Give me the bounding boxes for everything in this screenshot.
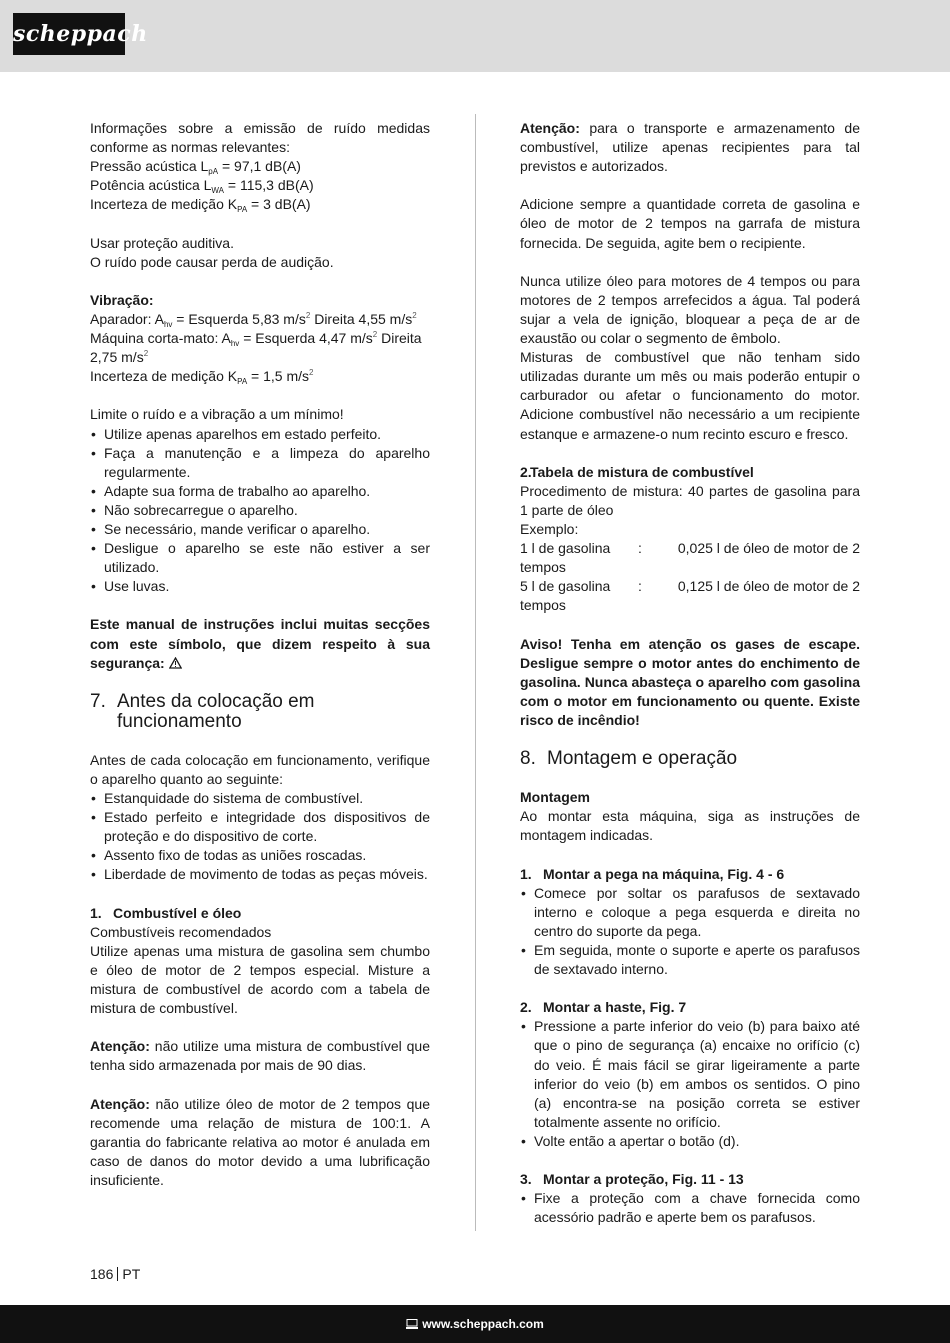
step-2-heading: 2. Montar a haste, Fig. 7 — [520, 999, 687, 1016]
list-item: • Fixe a proteção com a chave fornecida como acessório padrão e aperte bem os parafusos. — [520, 1189, 860, 1227]
list-item: • Volte então a apertar o botão (d). — [520, 1132, 860, 1151]
list-item: • Desligue o aparelho se este não estiver a ser utilizado. — [90, 539, 430, 577]
example-label: Exemplo: — [520, 520, 579, 537]
before-intro: Antes de cada colocação em funcionamento, verifique o aparelho quanto ao seguinte: — [90, 751, 430, 787]
never-oil-text: Nunca utilize óleo para motores de 4 tempos ou para motores de 2 tempos arrefecidos a água. Tal poderá sujar a vela de ignição, bloquear a peça de ar de exaustão ou colar o segmento de êmbolo. — [520, 272, 860, 347]
ear-protection-text: Usar proteção auditiva. — [90, 234, 234, 251]
vibration-line-trimmer: Aparador: $A_{hv}$ = Esquerda 5,83 $m/s^2$ Direita 4,55 $m/s^2$ — [90, 310, 417, 329]
fuel-text: Utilize apenas uma mistura de gasolina sem chumbo e óleo de motor de 2 tempos especial. Misture a mistura de combustível de acordo com a tabela de mistura de combustível. — [90, 942, 430, 1017]
noise-line: Pressão acústica $L_{pA} = 97,1$ dB(A) — [90, 158, 301, 177]
noise-line: Potência acústica $L_{WA} = 115,3$ dB(A) — [90, 177, 314, 196]
noise-warning-text: O ruído pode causar perda de audição. — [90, 253, 334, 270]
before-list — [90, 789, 430, 884]
list-item: • Use luvas. — [90, 577, 430, 596]
vibration-line-brushcutter: Máquina corta-mato: $A_{hv}$ = Esquerda 4,47 $m/s^2$ Direita 2,75 $m/s^2$ — [90, 330, 422, 366]
vibration-heading: Vibração: — [90, 291, 154, 308]
assembly-heading: Montagem — [520, 789, 590, 806]
list-item: • Comece por soltar os parafusos de sextavado interno e coloque a pega esquerda e direita no centro do suporte da pega. — [520, 884, 860, 941]
list-item: • Não sobrecarregue o aparelho. — [90, 501, 430, 520]
column-divider — [475, 114, 476, 1231]
header-bar — [0, 0, 950, 72]
mix-table-row-cont: tempos — [520, 559, 566, 576]
mix-procedure: Procedimento de mistura: 40 partes de gasolina para 1 parte de óleo — [520, 482, 860, 518]
mix-table-row: 5 l de gasolina : 0,125 l de óleo de motor de 2 — [520, 578, 860, 595]
noise-intro: Informações sobre a emissão de ruído medidas conforme as normas relevantes: — [90, 120, 430, 156]
add-fuel-text: Adicione sempre a quantidade correta de gasolina e óleo de motor de 2 tempos na garrafa de mistura fornecida. De seguida, agite bem o recipiente. — [520, 196, 860, 251]
subsection-fuel-heading: 1. Combustível e óleo — [90, 904, 242, 921]
brand-logo: scheppach — [13, 13, 125, 55]
attention-oil-ratio: Atenção: não utilize óleo de motor de 2 tempos que recomende uma relação de mistura de 100:1. A garantia do fabricante relativa ao motor é anulada em caso de danos do motor devido a uma lubrificação insuficiente. — [90, 1095, 430, 1188]
list-item: • Estado perfeito e integridade dos dispositivos de proteção e do dispositivo de corte. — [90, 808, 430, 846]
step-1-list — [520, 884, 860, 979]
list-item: • Faça a manutenção e a limpeza do aparelho regularmente. — [90, 444, 430, 482]
limit-intro: Limite o ruído e a vibração a um mínimo! — [90, 406, 344, 423]
step-1-heading: 1. Montar a pega na máquina, Fig. 4 - 6 — [520, 865, 785, 882]
list-item: • Pressione a parte inferior do veio (b) para baixo até que o pino de segurança (a) encaixe no orifício (c) do veio. É mais fácil se girar ligeiramente a parte inferior do veio (b) em ambos os sentidos. O pino (a) encontra-se na posição correta se estiver totalmente assente no orifício. — [520, 1017, 860, 1132]
section-7-heading: 7. Antes da colocação em funcionamento — [90, 690, 315, 732]
list-item: • Utilize apenas aparelhos em estado perfeito. — [90, 425, 430, 444]
warning-triangle-icon — [169, 657, 182, 669]
left-column — [90, 119, 430, 1190]
mixtures-text: Misturas de combustível que não tenham sido utilizadas durante um mês ou mais poderão entupir o carburador ou afetar o funcionamento do motor. Adicione combustível não necessário a um recipiente estanque e armazene-o num recinto escuro e fresco. — [520, 349, 860, 442]
list-item: • Assento fixo de todas as uniões roscadas. — [90, 846, 430, 865]
list-item: • Em seguida, monte o suporte e aperte os parafusos de sextavado interno. — [520, 941, 860, 979]
fuel-recommended: Combustíveis recomendados — [90, 923, 272, 940]
vibration-line-uncertainty: Incerteza de medição $K_{PA} = 1,5$ $m/s^2$ — [90, 368, 314, 387]
page-number: 186 PT — [90, 1266, 141, 1282]
footer-bar — [0, 1305, 950, 1343]
website-link[interactable]: www.scheppach.com — [422, 1317, 544, 1331]
noise-line: Incerteza de medição $K_{PA} = 3$ dB(A) — [90, 196, 311, 215]
list-item: • Estanquidade do sistema de combustível. — [90, 789, 430, 808]
attention-transport: Atenção: para o transporte e armazenamento de combustível, utilize apenas recipientes para tal previstos e autorizados. — [520, 120, 860, 175]
limit-list — [90, 425, 430, 597]
list-item: • Se necessário, mande verificar o aparelho. — [90, 520, 430, 539]
mix-table-row: 1 l de gasolina : 0,025 l de óleo de motor de 2 — [520, 540, 860, 557]
section-8-heading: 8. Montagem e operação — [520, 748, 738, 770]
subsection-mix-table-heading: 2. Tabela de mistura de combustível — [520, 463, 754, 480]
attention-storage: Atenção: não utilize uma mistura de combustível que tenha sido armazenada por mais de 90 dias. — [90, 1038, 430, 1074]
step-2-list — [520, 1017, 860, 1151]
list-item: • Adapte sua forma de trabalho ao aparelho. — [90, 482, 430, 501]
step-3-list — [520, 1189, 860, 1227]
computer-icon — [406, 1319, 418, 1329]
assembly-intro: Ao montar esta máquina, siga as instruções de montagem indicadas. — [520, 808, 860, 844]
list-item: • Liberdade de movimento de todas as peças móveis. — [90, 865, 430, 884]
exhaust-warning: Aviso! Tenha em atenção os gases de escape. Desligue sempre o motor antes do enchimento de gasolina. Nunca abasteça o aparelho com gasolina com o motor em funcionamento ou quente. Existe risco de incêndio! — [520, 635, 860, 728]
right-column — [520, 119, 860, 1227]
step-3-heading: 3. Montar a proteção, Fig. 11 - 13 — [520, 1171, 744, 1188]
safety-note: Este manual de instruções inclui muitas secções com este símbolo, que dizem respeito à sua segurança: — [90, 616, 430, 671]
mix-table-row-cont: tempos — [520, 597, 566, 614]
